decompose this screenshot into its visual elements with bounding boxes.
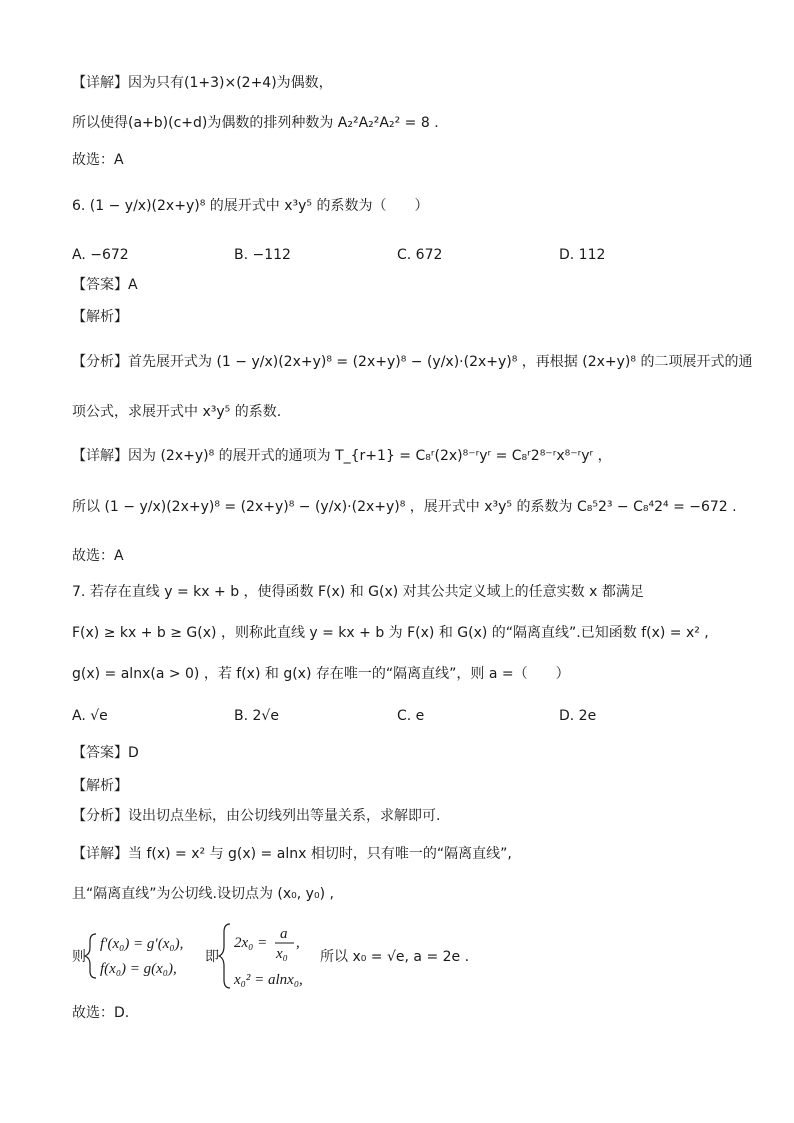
system1-row1: f′(x₀) = g′(x₀), [100, 936, 184, 952]
q7-analysis-heading: 【解析】 [72, 778, 128, 794]
left-brace-2 [219, 924, 230, 988]
q7-choice-c: C. e [397, 708, 425, 724]
system2-row1-den: x₀ [276, 946, 288, 962]
q6-detail-2: 所以 (1 − y/x)(2x+y)⁸ = (2x+y)⁸ − (y/x)·(2x+y)⁸ ，展开式中 x³y⁵ 的系数为 C₈⁵2³ − C₈⁴2⁴ = −672 . [72, 499, 737, 515]
system-mid: 即 [205, 949, 219, 965]
q7-tangent-line: 且“隔离直线”为公切线.设切点为 (x₀, y₀) , [72, 886, 334, 902]
q6-analysis-2: 项公式，求展开式中 x³y⁵ 的系数. [72, 404, 282, 420]
q7-analysis: 【分析】设出切点坐标，由公切线列出等量关系，求解即可. [72, 808, 441, 824]
question-7-line-1: 7. 若存在直线 y = kx + b ，使得函数 F(x) 和 G(x) 对其公共定义域上的任意实数 x 都满足 [72, 584, 644, 600]
system-prefix: 则 [72, 949, 86, 965]
detail-line-2: 所以使得(a+b)(c+d)为偶数的排列种数为 A₂²A₂²A₂² = 8 . [72, 115, 439, 131]
q7-answer: 【答案】D [72, 745, 139, 761]
q7-select: 故选：D. [72, 1005, 130, 1021]
select-line-5: 故选：A [72, 152, 124, 168]
q6-choice-a: A. −672 [72, 247, 129, 263]
question-7-line-2: F(x) ≥ kx + b ≥ G(x) ，则称此直线 y = kx + b 为 F(x) 和 G(x) 的“隔离直线”.已知函数 f(x) = x² , [72, 625, 709, 641]
q6-choice-b: B. −112 [234, 247, 291, 263]
q7-choice-d: D. 2e [559, 708, 597, 724]
q6-choice-d: D. 112 [559, 247, 606, 263]
q7-detail: 【详解】当 f(x) = x² 与 g(x) = alnx 相切时，只有唯一的“隔离直线”, [72, 846, 512, 862]
q7-choice-a: A. √e [72, 708, 108, 724]
question-6: 6. (1 − y/x)(2x+y)⁸ 的展开式中 x³y⁵ 的系数为（ ） [72, 198, 429, 214]
q6-choice-c: C. 672 [397, 247, 443, 263]
question-7-line-3: g(x) = alnx(a > 0) ，若 f(x) 和 g(x) 存在唯一的“隔离直线”，则 a =（ ） [72, 666, 570, 682]
q7-system-equations [70, 920, 570, 994]
q6-detail-1: 【详解】因为 (2x+y)⁸ 的展开式的通项为 T_{r+1} = C₈ʳ(2x)⁸⁻ʳyʳ = C₈ʳ2⁸⁻ʳx⁸⁻ʳyʳ ， [72, 448, 612, 464]
system1-row2: f(x₀) = g(x₀), [100, 961, 177, 977]
q6-select: 故选：A [72, 548, 124, 564]
left-brace-1 [85, 934, 96, 978]
q7-choice-b: B. 2√e [234, 708, 279, 724]
system2-row1-comma: , [296, 935, 300, 951]
system2-row1-left: 2x₀ = [234, 935, 268, 951]
q6-answer: 【答案】A [72, 277, 138, 293]
system-result: 所以 x₀ = √e, a = 2e . [320, 949, 470, 965]
system2-row1-num: a [280, 926, 288, 942]
detail-line-1: 【详解】因为只有(1+3)×(2+4)为偶数， [72, 75, 333, 91]
system2-row2: x₀² = alnx₀, [234, 972, 303, 988]
q6-analysis-1: 【分析】首先展开式为 (1 − y/x)(2x+y)⁸ = (2x+y)⁸ − (y/x)·(2x+y)⁸ ，再根据 (2x+y)⁸ 的二项展开式的通 [72, 354, 753, 370]
q6-analysis-heading: 【解析】 [72, 309, 128, 325]
